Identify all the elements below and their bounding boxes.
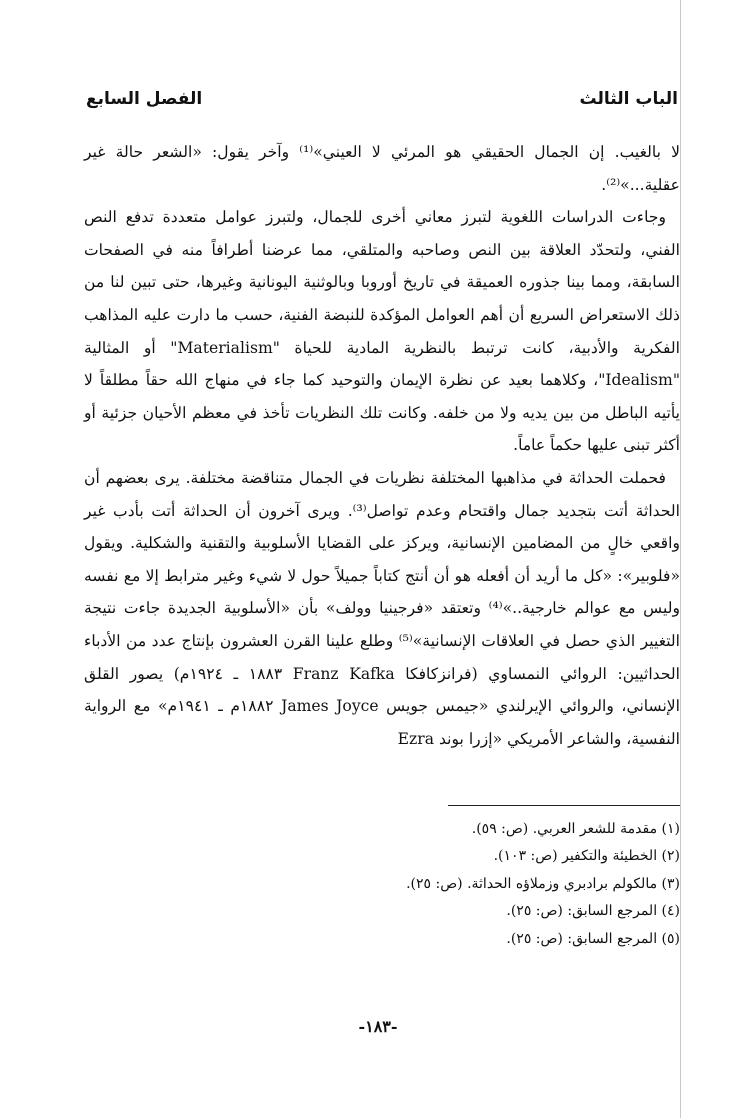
page-number: -١٨٣- <box>358 1017 398 1036</box>
paragraph-3: فحملت الحداثة في مذاهبها المختلفة نظريات في الجمال متناقضة مختلفة. يرى بعضهم أن الحداثة أتت بتجديد جمال واقتحام وعدم تواصل⁽³⁾. ويرى آخرون أن الحداثة أتت بأدب غير واقعي خالٍ من المضامين الإنسانية، ويركز على القضايا الأسلوبية والتقنية والشكلية. ويقول «فلوبير»: «كل ما أريد أن أفعله هو أن أنتج كتاباً جميلاً حول لا شيء وغير مترابط إلا مع نفسه وليس مع عوالم خارجية..»⁽⁴⁾ وتعتقد «فرجينيا وولف» بأن «الأسلوبية الجديدة جاءت نتيجة التغيير الذي حصل في العلاقات الإنسانية»⁽⁵⁾ وطلع علينا القرن العشرون بإنتاج عدد من الأدباء الحداثيين: الروائي النمساوي (فرانزكافكا Franz Kafka ١٨٨٣ ـ ١٩٢٤م) يصور القلق الإنساني، والروائي الإيرلندي «جيمس جويس James Joyce ١٨٨٢م ـ ١٩٤١م» مع الرواية النفسية، والشاعر الأمريكي «إزرا بوند Ezra <box>84 468 681 748</box>
chapter-title: الفصل السابع <box>86 89 203 109</box>
page-edge-line <box>680 0 681 1118</box>
footnotes <box>200 816 680 953</box>
paragraph-1: لا بالغيب. إن الجمال الحقيقي هو المرئي لا العيني»⁽¹⁾ وآخر يقول: «الشعر حالة غير عقلية...»⁽²⁾. <box>84 143 680 194</box>
footnote-1: (١) مقدمة للشعر العربي. (ص: ٥٩). <box>471 821 680 837</box>
footnote-2: (٢) الخطيئة والتكفير (ص: ١٠٣). <box>493 848 680 865</box>
running-header <box>86 84 678 114</box>
footnote-3: (٣) مالكولم برادبري وزملاؤه الحداثة. (ص: ٢٥). <box>406 875 680 892</box>
footnote-5: (٥) المرجع السابق: (ص: ٢٥). <box>506 930 680 947</box>
footnote-separator <box>448 805 680 806</box>
footnote-4: (٤) المرجع السابق: (ص: ٢٥). <box>506 903 680 920</box>
paragraph-2: وجاءت الدراسات اللغوية لتبرز معاني أخرى للجمال، ولتبرز عوامل متعددة تدفع النص الفني، ولتحدّد العلاقة بين النص وصاحبه والمتلقي، مما عرضنا أطرافاً منه في الصفحات السابقة، ومما بينا جذوره العميقة في تاريخ أوروبا وبالوثنية اليونانية وغيرها، حتى تبين لنا من ذلك الاستعراض السريع أن أهم العوامل المؤكدة للنبضة الفنية، حسب ما دارت عليه المذاهب الفكرية والأدبية، كانت ترتبط بالنظرية المادية للحياة "Materialism" أو المثالية "Idealism"، وكلاهما بعيد عن نظرة الإيمان والتوحيد كما جاء في منهاج الله حقاً مطلقاً لا يأتيه الباطل من بين يديه ولا من خلفه. وكانت تلك النظريات تأخذ في معظم الأحيان جزئية أو أكثر تبنى عليها حكماً عاماً. <box>84 208 680 455</box>
part-title: الباب الثالث <box>579 89 678 109</box>
main-text <box>84 136 680 755</box>
